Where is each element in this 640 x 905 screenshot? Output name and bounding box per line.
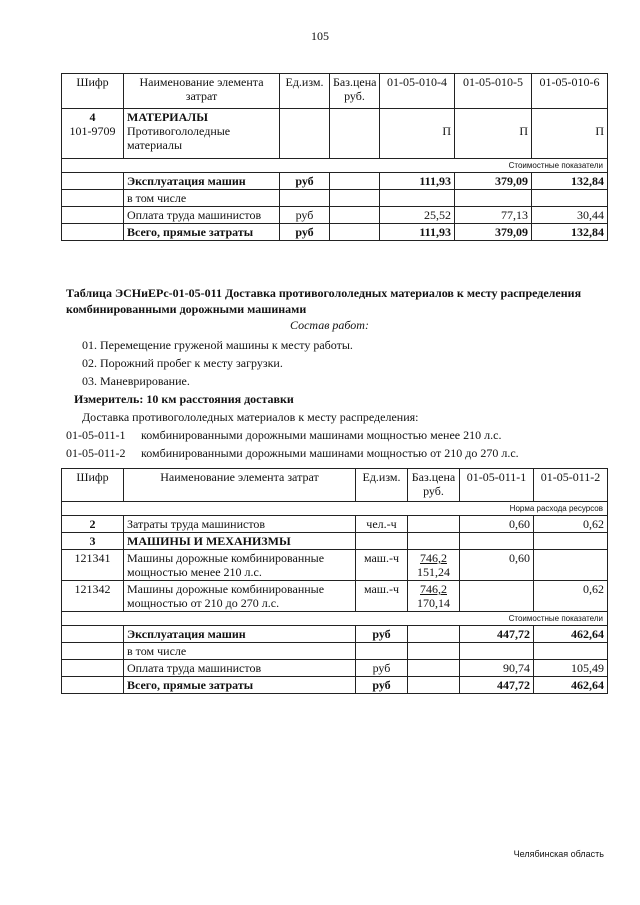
table1-material-row [62,109,608,159]
table2-row3-unit: руб [356,677,408,694]
table2-row1-label: в том числе [124,643,356,660]
variant-2-text: комбинированными дорожными машинами мощностью от 210 до 270 л.с. [141,446,519,460]
table1-caption-row [62,159,608,173]
table1-row3-val5: 379,09 [455,224,532,241]
intro: Доставка противогололедных материалов к месту распределения: [82,410,419,424]
table2-machine2-code: 121342 [62,581,124,612]
table2-labor-name: Затраты труда машинистов [124,516,356,533]
table1-row3-val4: 111,93 [380,224,455,241]
table1-item-val6: П [532,109,608,159]
work-item-2: 02. Порожний пробег к месту загрузки. [82,356,283,370]
table1-row-wages [62,207,608,224]
table2-header-col2: 01-05-011-2 [534,469,608,502]
table2-row2-v1: 90,74 [460,660,534,677]
table2-row2-unit: руб [356,660,408,677]
composition-heading: Состав работ: [290,318,369,332]
meter: Измеритель: 10 км расстояния доставки [74,392,294,406]
table1-row1-label: в том числе [124,190,280,207]
table2-header-price: Баз.цена руб. [408,469,460,502]
table1-row0-label: Эксплуатация машин [124,173,280,190]
table2-machine1-v1: 0,60 [460,550,534,581]
table2-machine1-price-bottom: 151,24 [417,565,450,579]
table-machine-costs-010 [61,73,608,241]
table2-row2-v2: 105,49 [534,660,608,677]
table2-row3-v2: 462,64 [534,677,608,694]
table2-machine2-v1 [460,581,534,612]
table2-section-title: МАШИНЫ И МЕХАНИЗМЫ [124,533,356,550]
table1-row2-val6: 30,44 [532,207,608,224]
table1-item-code: 101-9709 [69,124,116,138]
table2-section-row [62,533,608,550]
table2-row0-v1: 447,72 [460,626,534,643]
table2-labor-v1: 0,60 [460,516,534,533]
table1-caption: Стоимостные показатели [62,159,608,173]
table1-header-col6: 01-05-010-6 [532,74,608,109]
table2-norm-caption: Норма расхода ресурсов [62,502,608,516]
table2-machine2-name: Машины дорожные комбинированные мощностью от 210 до 270 л.с. [124,581,356,612]
footer-region: Челябинская область [513,849,604,859]
table1-row0-val6: 132,84 [532,173,608,190]
table1-header-row [62,74,608,109]
table2-row0-v2: 462,64 [534,626,608,643]
table1-row-including [62,190,608,207]
table1-header-name: Наименование элемента затрат [124,74,280,109]
table2-row3-label: Всего, прямые затраты [124,677,356,694]
variant-2-code: 01-05-011-2 [66,446,126,460]
table1-row0-val4: 111,93 [380,173,455,190]
table2-machine1-v2 [534,550,608,581]
table2-machine1-price-top: 746,2 [420,551,447,565]
table2-machine2-price-top: 746,2 [420,582,447,596]
table2-row2-label: Оплата труда машинистов [124,660,356,677]
table2-header-row [62,469,608,502]
table1-item-val5: П [455,109,532,159]
table1-item-name: Противогололедные материалы [127,124,231,152]
table1-row0-unit: руб [280,173,330,190]
table1-row2-val5: 77,13 [455,207,532,224]
table2-row0-unit: руб [356,626,408,643]
table2-row-exploitation [62,626,608,643]
table2-machine1-code: 121341 [62,550,124,581]
table1-section-title: МАТЕРИАЛЫ [127,110,208,124]
table1-row-exploitation [62,173,608,190]
table1-row3-label: Всего, прямые затраты [124,224,280,241]
table1-header-unit: Ед.изм. [280,74,330,109]
table2-row-total [62,677,608,694]
table2-cost-caption: Стоимостные показатели [62,612,608,626]
table1-row-total [62,224,608,241]
variant-1-text: комбинированными дорожными машинами мощностью менее 210 л.с. [141,428,502,442]
table1-section-num: 4 [89,110,96,124]
table2-labor-row [62,516,608,533]
table2-row3-v1: 447,72 [460,677,534,694]
table-title: Таблица ЭСНиЕРс-01-05-011 Доставка противогололедных материалов к месту распределения комбинированными дорожными машинами [66,286,582,316]
table2-labor-unit: чел.-ч [356,516,408,533]
table2-machine-row-2 [62,581,608,612]
table1-header-code: Шифр [62,74,124,109]
table2-labor-v2: 0,62 [534,516,608,533]
table1-row2-label: Оплата труда машинистов [124,207,280,224]
table1-row0-val5: 379,09 [455,173,532,190]
table2-labor-num: 2 [62,516,124,533]
table-machine-costs-011 [61,468,608,694]
table2-row0-label: Эксплуатация машин [124,626,356,643]
work-item-1: 01. Перемещение груженой машины к месту работы. [82,338,353,352]
table2-machine1-name: Машины дорожные комбинированные мощностью менее 210 л.с. [124,550,356,581]
table2-section-num: 3 [62,533,124,550]
table2-machine2-unit: маш.-ч [356,581,408,612]
table2-header-col1: 01-05-011-1 [460,469,534,502]
table1-row2-unit: руб [280,207,330,224]
table1-header-col5: 01-05-010-5 [455,74,532,109]
table1-row3-unit: руб [280,224,330,241]
table1-row2-val4: 25,52 [380,207,455,224]
table1-header-col4: 01-05-010-4 [380,74,455,109]
page-number: 105 [311,29,329,43]
table1-item-val4: П [380,109,455,159]
table1-header-price: Баз.цена руб. [330,74,380,109]
table2-row-including [62,643,608,660]
work-item-3: 03. Маневрирование. [82,374,190,388]
table2-header-code: Шифр [62,469,124,502]
table2-cost-caption-row [62,612,608,626]
table2-row-wages [62,660,608,677]
table2-machine-row-1 [62,550,608,581]
table2-header-name: Наименование элемента затрат [124,469,356,502]
table1-row3-val6: 132,84 [532,224,608,241]
table2-norm-caption-row [62,502,608,516]
table2-machine2-price-bottom: 170,14 [417,596,450,610]
table2-machine1-unit: маш.-ч [356,550,408,581]
variant-1-code: 01-05-011-1 [66,428,126,442]
table2-machine2-v2: 0,62 [534,581,608,612]
table2-header-unit: Ед.изм. [356,469,408,502]
